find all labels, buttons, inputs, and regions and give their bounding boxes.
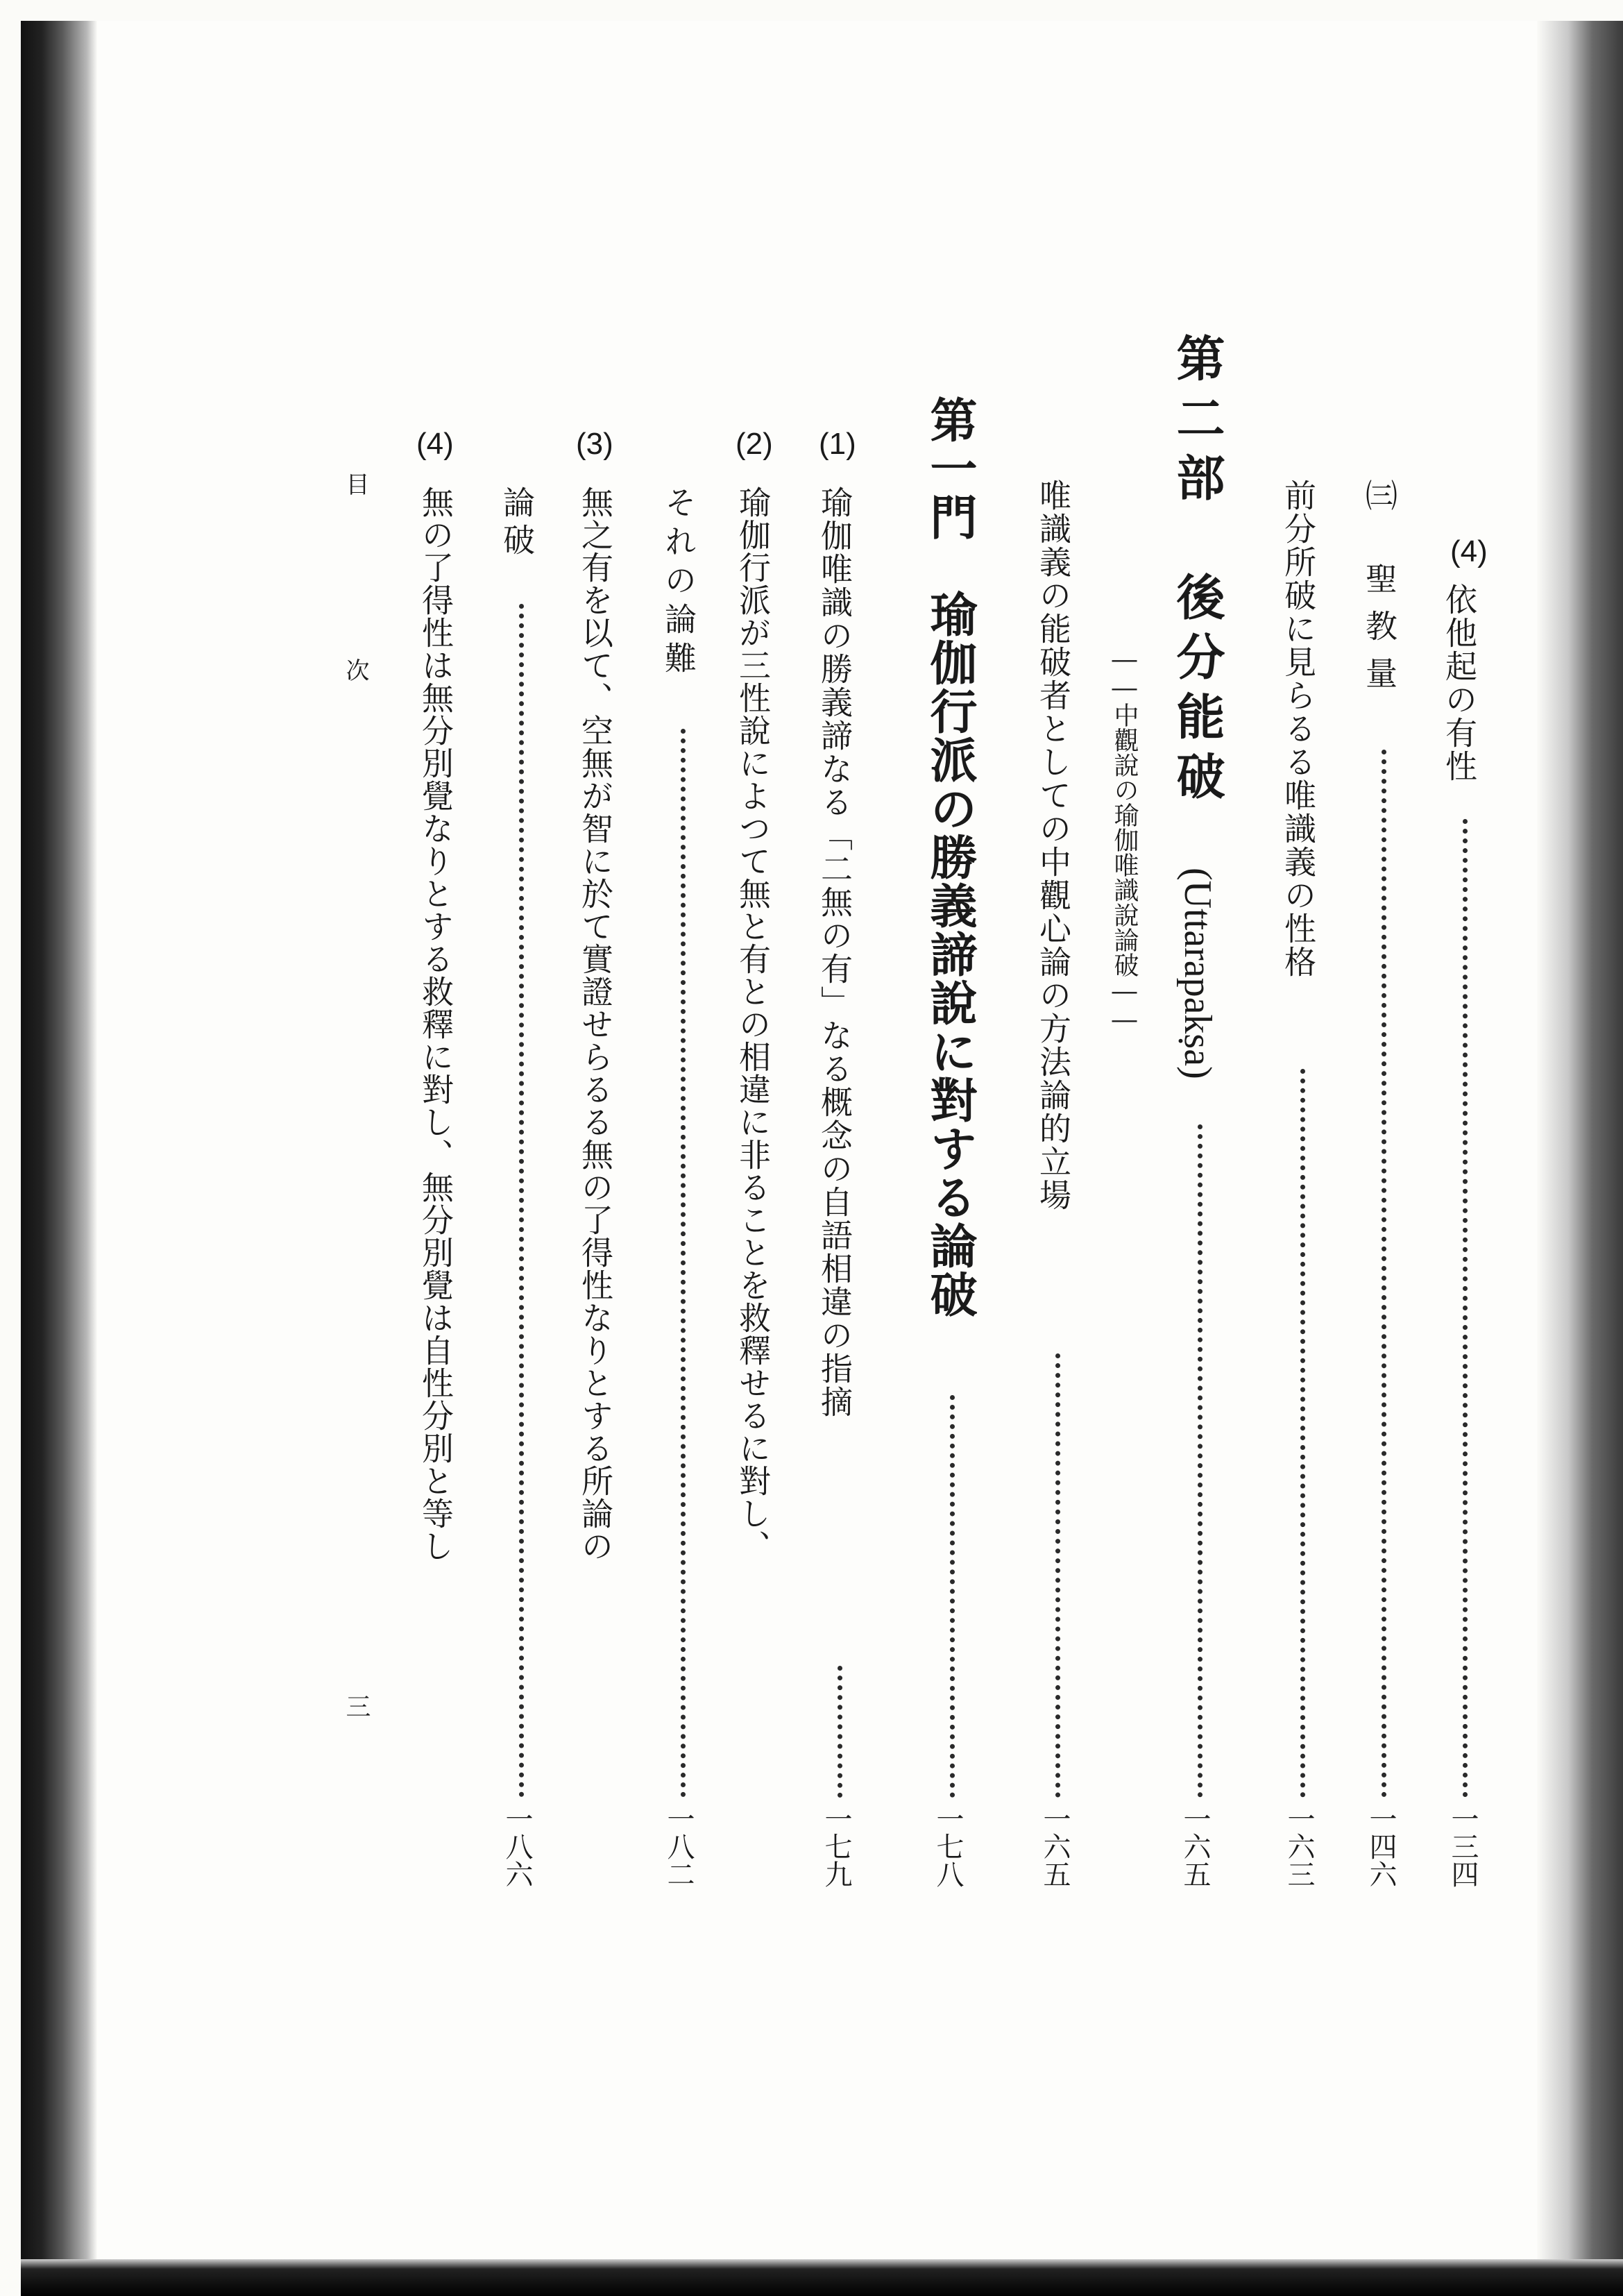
toc-sub-2-title-line1: 瑜伽行派が三性說によつて無と有との相違に非ることを救釋せるに對し、	[734, 486, 772, 1562]
toc-item-4-page: 一三四	[1447, 1805, 1479, 1888]
scan-edge-bottom	[21, 2259, 1623, 2296]
part-2-subtitle: ――中觀說の瑜伽唯識說論破――	[1110, 645, 1139, 1034]
toc-sub-3-title-line2: 論破	[498, 486, 536, 561]
toc-section-3-title: 聖教量	[1361, 562, 1398, 704]
part-2-heading: 第二部 後分能破	[1169, 333, 1226, 811]
part-2-leader	[1198, 1124, 1203, 1798]
toc-sub-1-title: 瑜伽唯識の勝義諦なる「二無の有」なる概念の自語相違の指摘	[816, 486, 853, 1419]
part-2-latin-title: (Uttarapakṣa)	[1176, 868, 1219, 1079]
toc-line-a-leader	[1300, 1069, 1305, 1798]
toc-item-4-title: 依他起の有性	[1441, 583, 1478, 783]
toc-sub-2-marker: (2)	[736, 427, 773, 461]
toc-sub-4-marker: (4)	[416, 427, 454, 461]
part-2-page: 一六五	[1179, 1805, 1211, 1888]
toc-sub-3-page: 一八六	[501, 1805, 533, 1888]
toc-sub-1-marker: (1)	[819, 427, 856, 461]
toc-section-3-leader	[1382, 750, 1386, 1798]
toc-section-3-marker: ㈢	[1361, 479, 1398, 511]
toc-line-a-page: 一六三	[1283, 1805, 1315, 1888]
toc-line-b-page: 一六五	[1039, 1805, 1071, 1888]
toc-line-b-leader	[1055, 1353, 1060, 1798]
toc-section-3-page: 一四六	[1365, 1805, 1397, 1888]
toc-sub-2-title-line2: それの論難	[660, 486, 697, 680]
binding-shadow-left	[21, 21, 97, 2263]
toc-sub-2-leader	[681, 729, 686, 1798]
gate-1-page: 一七八	[932, 1805, 964, 1888]
toc-line-a-title: 前分所破に見らるる唯識義の性格	[1280, 479, 1317, 979]
toc-sub-3-title-line1: 無之有を以て、空無が智に於て實證せらるる無の了得性なりとする所論の	[577, 486, 614, 1562]
scan-edge-right	[1537, 21, 1623, 2263]
running-head: 目 次	[341, 472, 369, 751]
toc-sub-1-page: 一七九	[820, 1805, 852, 1888]
toc-sub-3-marker: (3)	[576, 427, 613, 461]
toc-sub-1-leader	[838, 1666, 842, 1798]
toc-sub-2-page: 一八二	[663, 1805, 695, 1888]
gate-1-leader	[950, 1395, 955, 1798]
toc-item-4-marker: (4)	[1450, 534, 1488, 568]
toc-line-b-title: 唯識義の能破者としての中觀心論の方法論的立場	[1035, 479, 1072, 1212]
toc-sub-4-title-line1: 無の了得性は無分別覺なりとする救釋に對し、無分別覺は自性分別と等し	[417, 486, 454, 1562]
toc-sub-3-leader	[519, 604, 524, 1798]
page-folio: 三	[342, 1694, 371, 1719]
gate-1-heading: 第一門 瑜伽行派の勝義諦說に對する論破	[922, 396, 978, 1319]
toc-item-4-leader	[1463, 819, 1468, 1798]
